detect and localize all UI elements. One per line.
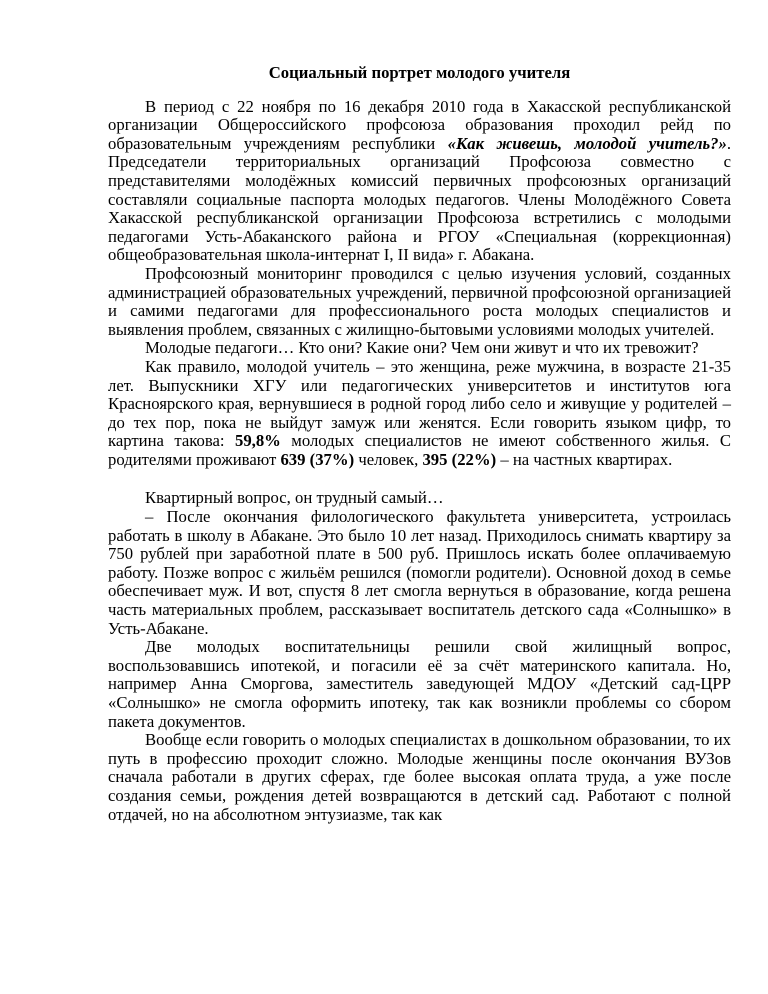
paragraph-4: [108, 358, 731, 470]
raid-name-emphasis: «Как живешь, молодой учитель?»: [447, 133, 727, 153]
paragraph-6-quote: – После окончания филологического факультета университета, устроилась работать в школу в Абакане. Это было 10 лет назад. Приходилось снимать квартиру за 750 рублей при заработной плате в 500 руб. Пришлось искать более оплачиваемую работу. Позже вопрос с жильём решился (помогли родители). Основной доход в семье обеспечивает муж. И вот, спустя 8 лет смогла вернуться в образование, когда решена часть материальных проблем, рассказывает воспитатель детского сада «Солнышко» в Усть-Абакане.: [108, 507, 731, 638]
paragraph-1: [108, 98, 731, 265]
paragraph-5: Квартирный вопрос, он трудный самый…: [145, 488, 444, 508]
paragraph-3: Молодые педагоги… Кто они? Какие они? Чем они живут и что их тревожит?: [145, 338, 699, 358]
paragraph-4-text-a: Как правило, молодой учитель – это женщина, реже мужчина, в возрасте 21-35 лет. Выпускники ХГУ или педагогических университетов и институтов юга Красноярского края, вернувшиеся в родной город либо село и живущие у родителей – до тех пор, пока не выйдут замуж или женятся. Если говорить языком цифр, то картина такова:: [108, 356, 731, 451]
paragraph-gap: [108, 469, 731, 489]
paragraph-4-text-b: молодых специалистов не имеют собственного жилья. С родителями проживают: [108, 431, 731, 469]
stat-private-rent: 395 (22%): [422, 449, 497, 469]
stat-with-parents: 639 (37%): [280, 449, 355, 469]
paragraph-1-text-b: . Председатели территориальных организаций Профсоюза совместно с представителями молодёжных комиссий первичных профсоюзных организаций составляли социальные паспорта молодых педагогов. Члены Молодёжного Совета Хакасской республиканской организации Профсоюза встретились с молодыми педагогами Усть-Абаканского района и РГОУ «Специальная (коррекционная) общеобразовательная школа-интернат I, II вида» г. Абакана.: [108, 133, 731, 265]
paragraph-2: Профсоюзный мониторинг проводился с целью изучения условий, созданных администрацией образовательных учреждений, первичной профсоюзной организацией и самими педагогами для профессионального роста молодых специалистов и выявления проблем, связанных с жилищно-бытовыми условиями молодых учителей.: [108, 263, 731, 339]
paragraph-1-text-a: В период с 22 ноября по 16 декабря 2010 года в Хакасской республиканской организации Общероссийского профсоюза образования проходил рейд по образовательным учреждениям республики: [108, 96, 731, 153]
paragraph-7: Две молодых воспитательницы решили свой жилищный вопрос, воспользовавшись ипотекой, и погасили её за счёт материнского капитала. Но, например Анна Сморгова, заместитель заведующей МДОУ «Детский сад-ЦРР «Солнышко» не смогла оформить ипотеку, так как возникли проблемы со сбором пакета документов.: [108, 637, 731, 731]
stat-no-housing: 59,8%: [234, 431, 281, 451]
document-page: [108, 64, 731, 824]
paragraph-8: Вообще если говорить о молодых специалистах в дошкольном образовании, то их путь в профессию проходит сложно. Молодые женщины после окончания ВУЗов сначала работали в других сферах, где более высокая оплата труда, а уже после создания семьи, рождения детей возвращаются в детский сад. Работают с полной отдачей, но на абсолютном энтузиазме, так как: [108, 730, 731, 824]
document-title: Социальный портрет молодого учителя: [268, 63, 571, 82]
paragraph-4-text-d: – на частных квартирах.: [496, 449, 673, 469]
paragraph-4-text-c: человек,: [354, 449, 423, 469]
